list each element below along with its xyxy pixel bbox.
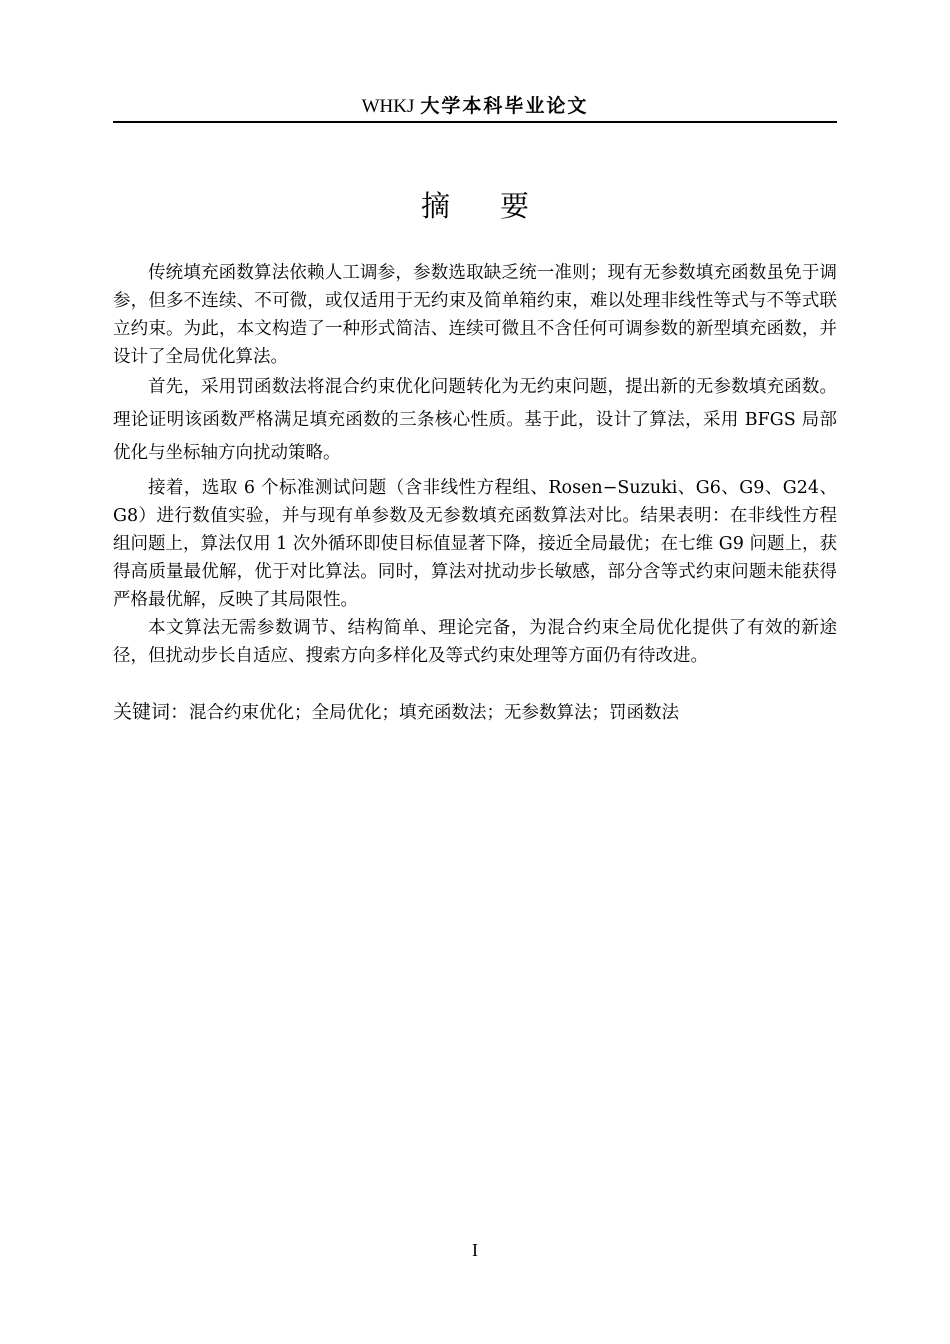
page-number: I [472,1240,478,1260]
header-school-cn: 大学本科毕业论文 [420,95,589,117]
keywords-text: 混合约束优化；全局优化；填充函数法；无参数算法；罚函数法 [189,703,680,723]
keywords-label: 关键词： [113,701,190,723]
header-school-latin: WHKJ [361,96,415,117]
abstract-paragraph-3: 接着，选取 6 个标准测试问题（含非线性方程组、Rosen−Suzuki、G6、G9、G24、G8）进行数值实验，并与现有单参数及无参数填充函数算法对比。结果表明：在非线性方程组问题上，算法仅用 1 次外循环即使目标值显著下降，接近全局最优；在七维 G9 问题上，获得高质量最优解，优于对比算法。同时，算法对扰动步长敏感，部分含等式约束问题未能获得严格最优解，反映了其局限性。 [113,478,837,610]
running-header [113,92,837,120]
header-rule [113,121,837,123]
keywords-line [113,698,837,727]
page-title: 摘要 [420,189,579,223]
abstract-paragraph-2: 首先，采用罚函数法将混合约束优化问题转化为无约束问题，提出新的无参数填充函数。理论证明该函数严格满足填充函数的三条核心性质。基于此，设计了算法，采用 BFGS 局部优化与坐标轴方向扰动策略。 [113,377,837,463]
abstract-body [113,259,837,670]
abstract-paragraph-1: 传统填充函数算法依赖人工调参，参数选取缺乏统一准则；现有无参数填充函数虽免于调参，但多不连续、不可微，或仅适用于无约束及简单箱约束，难以处理非线性等式与不等式联立约束。为此，本文构造了一种形式简洁、连续可微且不含任何可调参数的新型填充函数，并设计了全局优化算法。 [113,263,837,367]
abstract-paragraph-4: 本文算法无需参数调节、结构简单、理论完备，为混合约束全局优化提供了有效的新途径，但扰动步长自适应、搜索方向多样化及等式约束处理等方面仍有待改进。 [113,618,837,666]
